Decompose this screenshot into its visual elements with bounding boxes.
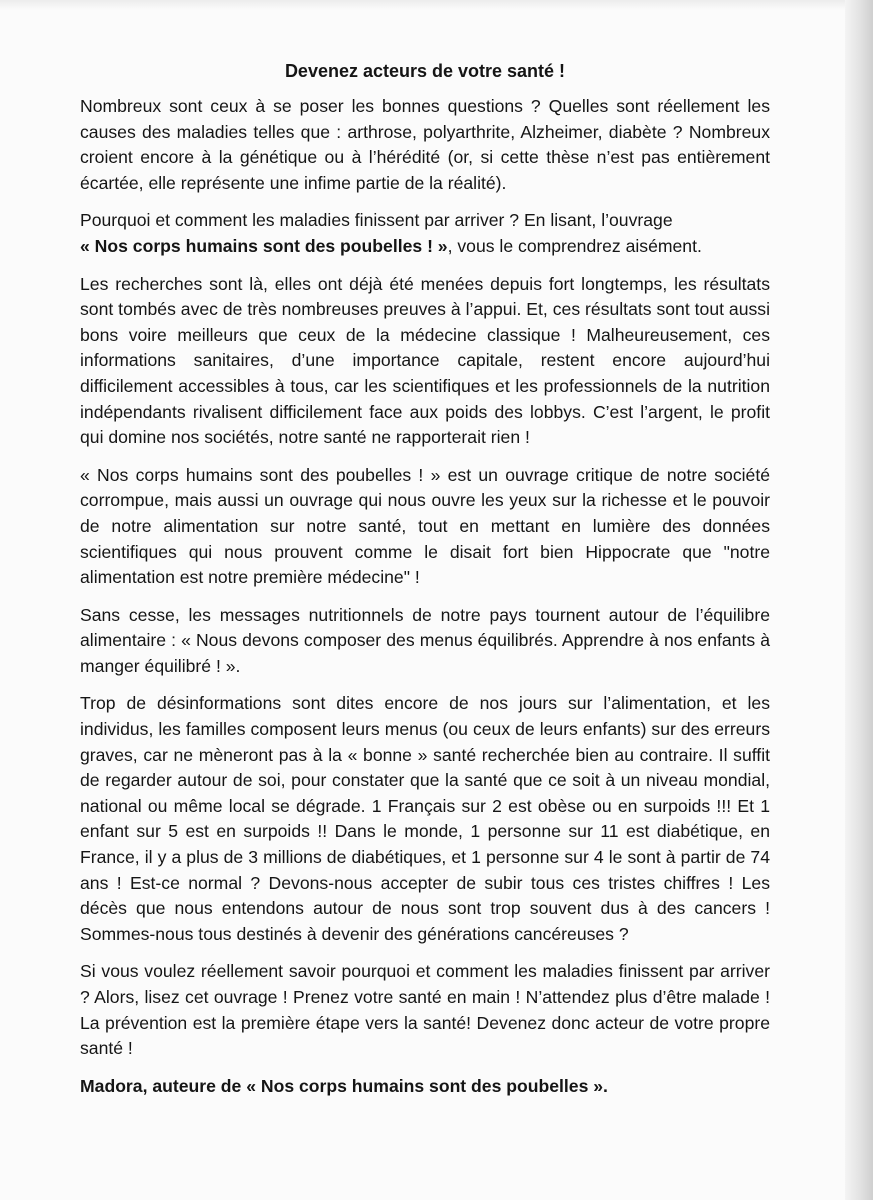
book-title-inline: « Nos corps humains sont des poubelles ! » (80, 235, 448, 256)
paragraph-book-intro-end: , vous le comprendrez aisément. (447, 235, 702, 256)
author-signature: Madora, auteure de « Nos corps humains sont des poubelles ». (80, 1075, 608, 1096)
document-body (80, 58, 770, 1099)
paragraph-book-critique: « Nos corps humains sont des poubelles ! » est un ouvrage critique de notre société corrompue, mais aussi un ouvrage qui nous ouvre les yeux sur la richesse et le pouvoir de notre alimentation sur notre santé, tout en mettant en lumière des données scientifiques qui nous prouvent comme le disait fort bien Hippocrate que "notre alimentation est notre première médecine" ! (80, 464, 770, 588)
paragraph-book-intro (80, 208, 770, 259)
paragraph-causes: Nombreux sont ceux à se poser les bonnes questions ? Quelles sont réellement les causes des maladies telles que : arthrose, polyarthrite, Alzheimer, diabète ? Nombreux croient encore à la génétique ou à l’hérédité (or, si cette thèse n’est pas entièrement écartée, elle représente une infime partie de la réalité). (80, 96, 770, 193)
scan-top-shadow (0, 0, 873, 10)
paragraph-statistics: Trop de désinformations sont dites encore de nos jours sur l’alimentation, et les individus, les familles composent leurs menus (ou ceux de leurs enfants) sur des erreurs graves, car ne mèneront pas à la « bonne » santé recherchée bien au contraire. Il suffit de regarder autour de soi, pour constater que la santé que ce soit à un niveau mondial, national ou même local se dégrade. 1 Français sur 2 est obèse ou en surpoids !!! Et 1 enfant sur 5 est en surpoids !! Dans le monde, 1 personne sur 11 est diabétique, en France, il y a plus de 3 millions de diabétiques, et 1 personne sur 4 le sont à partir de 74 ans ! Est-ce normal ? Devons-nous accepter de subir tous ces tristes chiffres ! Les décès que nous entendons autour de nous sont trop souvent dus à des cancers ! Sommes-nous tous destinés à devenir des générations cancéreuses ? (80, 693, 770, 944)
paragraph-book-intro-text: Pourquoi et comment les maladies finissent par arriver ? En lisant, l’ouvrage (80, 210, 673, 231)
paragraph-nutrition-messages: Sans cesse, les messages nutritionnels de notre pays tournent autour de l’équilibre alimentaire : « Nous devons composer des menus équilibrés. Apprendre à nos enfants à manger équilibré ! ». (80, 604, 770, 676)
paragraph-call-to-action: Si vous voulez réellement savoir pourquoi et comment les maladies finissent par arriver ? Alors, lisez cet ouvrage ! Prenez votre santé en main ! N’attendez plus d’être malade ! La prévention est la première étape vers la santé! Devenez donc acteur de votre propre santé ! (80, 961, 770, 1059)
document-title: Devenez acteurs de votre santé ! (284, 61, 566, 81)
paragraph-research: Les recherches sont là, elles ont déjà été menées depuis fort longtemps, les résultats sont tombés avec de très nombreuses preuves à l’appui. Et, ces résultats sont tout aussi bons voire meilleurs que ceux de la médecine classique ! Malheureusement, ces informations sanitaires, d’une importance capitale, restent encore aujourd’hui difficilement accessibles à tous, car les scientifiques et les professionnels de la nutrition indépendants rivalisent difficilement face aux poids des lobbys. C’est l’argent, le profit qui domine nos sociétés, notre santé ne rapporterait rien ! (80, 273, 770, 448)
scan-right-edge (845, 0, 873, 1200)
